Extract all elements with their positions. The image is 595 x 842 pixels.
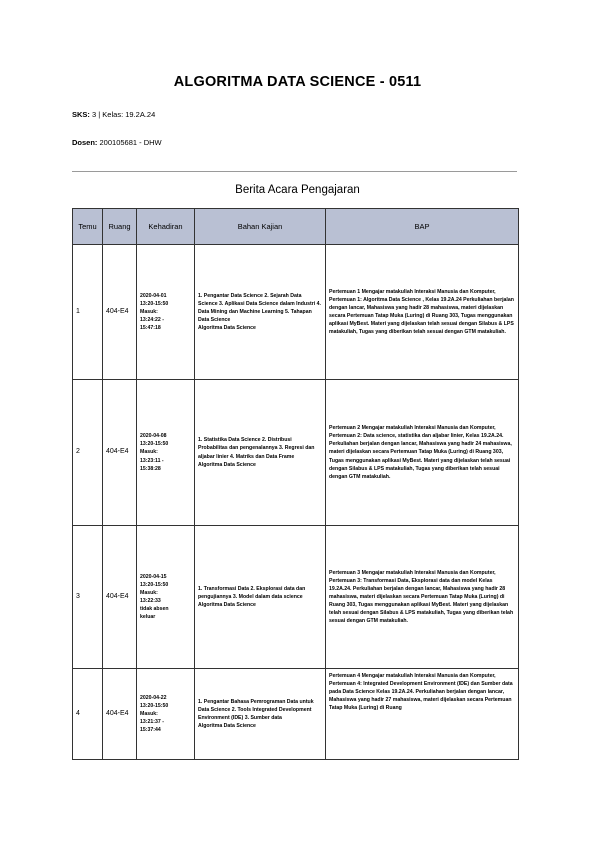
cell-bap: Pertemuan 3 Mengajar matakuliah Interaksi Manusia dan Komputer, Pertemuan 3: Transformasi Data, Eksplorasi data dan model Kelas 19.2A.24. Perkuliahan berjalan dengan lancar, Mahasiswa yang hadir 28 mahasiswa, materi dijelaskan secara Pertemuan Tatap Muka (Luring) di Ruang 303, Tugas menggunakan aplikasi MyBest. Materi yang dijelaskan telah sesuai dengan Silabus & LPS matakuliah, Tugas yang diberikan telah sesuai dengan GTM matakuliah.	[326, 526, 519, 669]
cell-ruang: 404-E4	[103, 380, 137, 526]
cell-temu: 4	[73, 669, 103, 760]
kehadiran-label: Masuk:	[140, 449, 158, 456]
table-row	[73, 245, 519, 380]
cell-kehadiran	[137, 526, 195, 669]
kehadiran-date: 2020-04-22	[140, 694, 167, 701]
lecturer-info	[72, 138, 162, 147]
kehadiran-in: 13:21:37 -	[140, 719, 164, 726]
kehadiran-date: 2020-04-01	[140, 292, 167, 299]
cell-ruang: 404-E4	[103, 526, 137, 669]
header-ruang: Ruang	[103, 209, 137, 245]
dosen-value: 200105681 - DHW	[99, 138, 162, 147]
kehadiran-in: 13:23:11 -	[140, 457, 164, 464]
cell-bahan-kajian	[195, 669, 326, 760]
kehadiran-time: 13:20-15:50	[140, 581, 169, 588]
kehadiran-out: 15:37:44	[140, 727, 161, 734]
kehadiran-label: Masuk:	[140, 710, 158, 717]
teaching-record-table	[72, 208, 519, 760]
divider	[72, 171, 517, 172]
page-title: ALGORITMA DATA SCIENCE - 0511	[173, 74, 422, 90]
kehadiran-status-2: keluar	[140, 614, 156, 621]
table-row	[73, 669, 519, 760]
kehadiran-in: 13:22:33	[140, 598, 161, 604]
kehadiran-in: 13:24:22 -	[140, 317, 164, 324]
cell-bap: Pertemuan 2 Mengajar matakuliah Interaksi Manusia dan Komputer, Pertemuan 2: Data science, statistika dan aljabar linier, Kelas 19.2A.24. Perkuliahan berjalan dengan lancar, Mahasiswa yang hadir 24 mahasiswa, materi dijelaskan secara Pertemuan Tatap Muka (Luring) di Ruang 303, Tugas menggunakan aplikasi MyBest. Materi yang dijelaskan telah sesuai dengan Silabus & LPS matakuliah, Tugas yang diberikan telah sesuai dengan GTM matakuliah.	[326, 380, 519, 526]
header-bahan-kajian: Bahan Kajian	[195, 209, 326, 245]
cell-kehadiran	[137, 245, 195, 380]
kehadiran-date: 2020-04-08	[140, 433, 167, 440]
cell-bahan-kajian	[195, 380, 326, 526]
section-title: Berita Acara Pengajaran	[235, 184, 360, 196]
bahan-course: Algoritma Data Science	[198, 602, 256, 609]
kehadiran-time: 13:20-15:50	[140, 441, 169, 448]
cell-kehadiran	[137, 380, 195, 526]
sks-class-value: 3 | Kelas: 19.2A.24	[92, 110, 156, 119]
table-header-row	[73, 209, 519, 245]
table-row	[73, 526, 519, 669]
kehadiran-label: Masuk:	[140, 589, 158, 596]
cell-kehadiran	[137, 669, 195, 760]
cell-ruang: 404-E4	[103, 245, 137, 380]
bahan-course: Algoritma Data Science	[198, 325, 256, 332]
cell-ruang: 404-E4	[103, 669, 137, 760]
bahan-topics: 1. Transformasi Data 2. Eksplorasi data dan pengujiannya 3. Model dalam data science	[198, 585, 306, 600]
kehadiran-out: 15:47:18	[140, 325, 161, 332]
bahan-course: Algoritma Data Science	[198, 723, 256, 730]
kehadiran-date: 2020-04-15	[140, 573, 167, 580]
bahan-topics: 1. Pengantar Data Science 2. Sejarah Data Science 3. Aplikasi Data Science dalam Industri 4. Data Mining dan Machine Learning 5. Tahapan Data Science	[198, 292, 321, 324]
header-bap: BAP	[326, 209, 519, 245]
kehadiran-time: 13:20-15:50	[140, 702, 169, 709]
kehadiran-time: 13:20-15:50	[140, 300, 169, 307]
header-kehadiran: Kehadiran	[137, 209, 195, 245]
sks-label: SKS:	[72, 110, 90, 119]
cell-bap: Pertemuan 1 Mengajar matakuliah Interaksi Manusia dan Komputer, Pertemuan 1: Algoritma Data Science , Kelas 19.2A.24 Perkuliahan berjalan dengan lancar, Mahasiswa yang hadir 28 mahasiswa, materi dijelaskan secara Pertemuan Tatap Muka (Luring) di Ruang 303, Tugas menggunakan aplikasi MyBest. Materi yang dijelaskan telah sesuai dengan Silabus & LPS matakuliah, Tugas yang diberikan telah sesuai dengan GTM matakuliah.	[326, 245, 519, 380]
dosen-label: Dosen:	[72, 138, 98, 147]
cell-bap: Pertemuan 4 Mengajar matakuliah Interaksi Manusia dan Komputer, Pertemuan 4: Integrated Development Environment (IDE) dan Sumber data pada Data Science Kelas 19.2A.24. Perkuliahan berjalan dengan lancar, Mahasiswa yang hadir 27 mahasiswa, materi dijelaskan secara Pertemuan Tatap Muka (Luring) di Ruang	[326, 669, 519, 760]
kehadiran-out: 15:38:28	[140, 465, 161, 472]
kehadiran-label: Masuk:	[140, 308, 158, 315]
table-row	[73, 380, 519, 526]
cell-temu: 1	[73, 245, 103, 380]
cell-temu: 3	[73, 526, 103, 669]
bahan-course: Algoritma Data Science	[198, 461, 256, 468]
header-temu: Temu	[73, 209, 103, 245]
cell-temu: 2	[73, 380, 103, 526]
kehadiran-status: tidak absen	[140, 606, 169, 613]
course-info	[72, 110, 155, 119]
cell-bahan-kajian	[195, 526, 326, 669]
bahan-topics: 1. Statistika Data Science 2. Distribusi Probabilitas dan pengenalannya 3. Regresi dan aljabar linier 4. Matriks dan Data Frame	[198, 437, 315, 460]
bahan-topics: 1. Pengantar Bahasa Pemrograman Data untuk Data Science 2. Tools Integrated Development Environment (IDE) 3. Sumber data	[198, 698, 314, 721]
cell-bahan-kajian	[195, 245, 326, 380]
